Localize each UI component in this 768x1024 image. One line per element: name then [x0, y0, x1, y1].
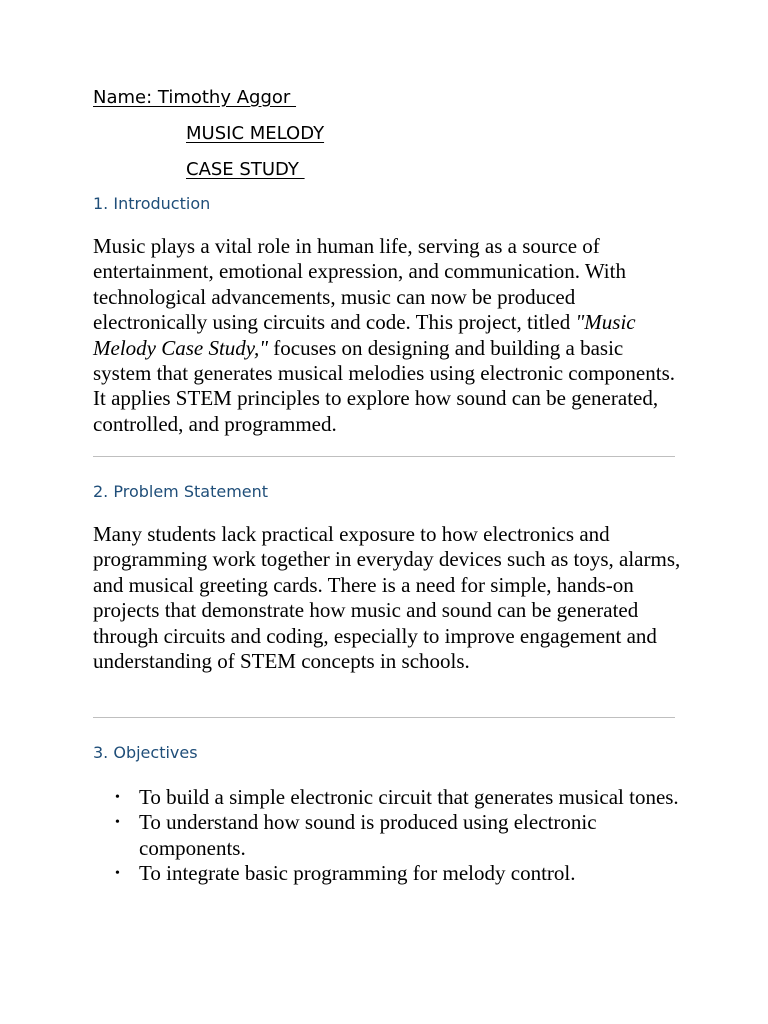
- objective-text: To build a simple electronic circuit that generates musical tones.: [139, 785, 679, 809]
- bullet-icon: •: [115, 866, 120, 882]
- problem-statement-paragraph: Many students lack practical exposure to how electronics and programming work together in everyday devices such as toys, alarms, and musical greeting cards. There is a need for simple, hands-on projects that demonstrate how music and sound can be generated through circuits and coding, especially to improve engagement and understanding of STEM concepts in schools.: [93, 522, 681, 674]
- list-item: [93, 861, 683, 886]
- list-item: [93, 785, 683, 810]
- section-divider: [93, 456, 675, 457]
- introduction-paragraph: [93, 234, 683, 437]
- author-name: Name: Timothy Aggor: [93, 87, 297, 108]
- section-divider: [93, 717, 675, 718]
- list-item: [93, 810, 683, 861]
- bullet-icon: •: [115, 815, 120, 831]
- introduction-text-end: focuses on designing and building a basic system that generates musical melodies using electronic components. It applies STEM principles to explore how sound can be generated, controlled, and programmed.: [93, 335, 676, 436]
- objective-text: To integrate basic programming for melody control.: [139, 861, 576, 886]
- project-title-reference: "Music Melody Case Study,": [93, 310, 636, 360]
- section-heading-objectives: 3. Objectives: [93, 743, 198, 762]
- objective-text: To understand how sound is produced using electronic components.: [139, 810, 597, 860]
- introduction-text-start: Music plays a vital role in human life, serving as a source of entertainment, emotional expression, and communication. With technological advancements, music can now be produced electronically using circuits and code. This project, titled: [93, 234, 626, 335]
- document-title-line-1: MUSIC MELODY: [186, 123, 325, 144]
- bullet-icon: •: [115, 790, 120, 805]
- section-heading-problem-statement: 2. Problem Statement: [93, 482, 269, 501]
- section-heading-introduction: 1. Introduction: [93, 194, 211, 213]
- objectives-list: [93, 785, 683, 887]
- document-title-line-2: CASE STUDY: [186, 159, 305, 180]
